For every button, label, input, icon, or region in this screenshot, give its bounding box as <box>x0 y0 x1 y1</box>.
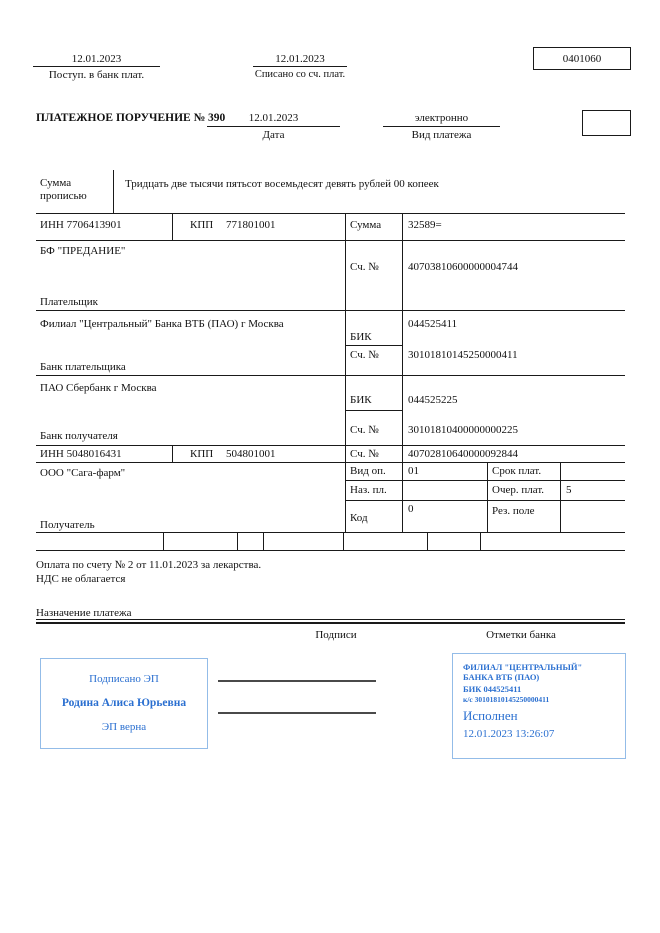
receiver-inn: ИНН 5048016431 <box>40 448 122 460</box>
h-line <box>345 345 402 346</box>
bank-stamp-name: ФИЛИАЛ "ЦЕНТРАЛЬНЫЙ" БАНКА ВТБ (ПАО) <box>463 662 583 682</box>
receiver-bank-bik: 044525225 <box>408 394 458 406</box>
payer-inn: ИНН 7706413901 <box>40 219 122 231</box>
amount-words-label: Сумма прописью <box>40 177 87 202</box>
receiver-bank-bik-label: БИК <box>350 394 372 406</box>
purpose-section-label: Назначение платежа <box>36 607 132 619</box>
receiver-kpp-label: КПП <box>190 448 214 460</box>
purpose-line2: НДС не облагается <box>36 573 126 585</box>
receiver-section-label: Получатель <box>40 519 95 531</box>
receiver-bank-section-label: Банк получателя <box>40 430 118 442</box>
payment-type-underline <box>383 126 500 127</box>
h-line <box>36 310 625 311</box>
naz-pl-label: Наз. пл. <box>350 484 387 496</box>
amount-words-value: Тридцать две тысячи пятьсот восемьдесят девять рублей 00 копеек <box>125 178 439 190</box>
srok-plat-label: Срок плат. <box>492 465 542 477</box>
received-date-label: Поступ. в банк плат. <box>48 69 145 81</box>
date-underline <box>207 126 340 127</box>
v-line <box>345 213 346 532</box>
status-checkbox <box>582 110 631 136</box>
sum-label: Сумма <box>350 219 382 231</box>
h-line-thick <box>36 622 625 624</box>
signatures-label: Подписи <box>315 629 357 641</box>
receiver-bank-account: 30101810400000000225 <box>408 424 518 436</box>
purpose-line1: Оплата по счету № 2 от 11.01.2023 за лекарства. <box>36 559 262 571</box>
payer-section-label: Плательщик <box>40 296 98 308</box>
h-line <box>36 532 625 533</box>
v-line <box>402 213 403 532</box>
vid-op-value: 01 <box>408 465 419 477</box>
h-line <box>36 213 625 214</box>
form-code-box <box>533 47 631 70</box>
ocher-plat-value: 5 <box>566 484 572 496</box>
v-line <box>480 532 481 550</box>
receiver-bank-account-label: Сч. № <box>350 424 379 436</box>
rez-pole-label: Рез. поле <box>492 505 535 517</box>
v-line <box>487 462 488 532</box>
payer-account: 40703810600000004744 <box>408 261 518 273</box>
v-line <box>427 532 428 550</box>
h-line <box>36 375 625 376</box>
receiver-account-label: Сч. № <box>350 448 379 460</box>
kod-value: 0 <box>408 503 414 515</box>
received-date: 12.01.2023 <box>71 53 122 65</box>
bank-stamp-bik: БИК 044525411 <box>463 684 522 694</box>
h-line <box>36 619 625 620</box>
bank-stamp-corr-account: к/с 30101810145250000411 <box>463 695 550 704</box>
v-line <box>343 532 344 550</box>
receiver-kpp: 504801001 <box>226 448 276 460</box>
h-line <box>345 480 625 481</box>
h-line <box>36 550 625 551</box>
payer-bank-account: 30101810145250000411 <box>408 349 518 361</box>
esignature-name: Родина Алиса Юрьевна <box>61 697 187 709</box>
esignature-stamp <box>40 658 208 749</box>
ocher-plat-label: Очер. плат. <box>492 484 545 496</box>
h-line <box>36 445 625 446</box>
h-line <box>36 240 625 241</box>
bank-stamp-timestamp: 12.01.2023 13:26:07 <box>463 728 555 740</box>
payer-account-label: Сч. № <box>350 261 379 273</box>
esignature-line1: Подписано ЭП <box>89 673 159 685</box>
debited-date-label: Списано со сч. плат. <box>254 69 346 80</box>
sum-value: 32589= <box>408 219 442 231</box>
v-line <box>263 532 264 550</box>
payer-kpp-label: КПП <box>190 219 214 231</box>
bank-marks-label: Отметки банка <box>486 629 556 641</box>
document-title: ПЛАТЕЖНОЕ ПОРУЧЕНИЕ № 390 <box>36 112 226 124</box>
h-line <box>345 500 625 501</box>
payer-bank-bik: 044525411 <box>408 318 458 330</box>
form-code: 0401060 <box>562 52 602 65</box>
payer-bank-bik-label: БИК <box>350 331 372 343</box>
v-line <box>172 445 173 462</box>
date-label: Дата <box>262 129 285 141</box>
received-date-underline <box>33 66 160 67</box>
v-line <box>237 532 238 550</box>
payer-bank-account-label: Сч. № <box>350 349 379 361</box>
payer-name: БФ "ПРЕДАНИЕ" <box>40 245 126 257</box>
h-line <box>345 410 402 411</box>
v-line <box>560 462 561 532</box>
payer-bank-name: Филиал "Центральный" Банка ВТБ (ПАО) г Москва <box>40 318 284 330</box>
amount-words-divider <box>113 170 114 213</box>
v-line <box>163 532 164 550</box>
receiver-account: 40702810640000092844 <box>408 448 518 460</box>
h-line <box>36 462 625 463</box>
kod-label: Код <box>350 512 368 524</box>
receiver-bank-name: ПАО Сбербанк г Москва <box>40 382 157 394</box>
vid-op-label: Вид оп. <box>350 465 386 477</box>
debited-date: 12.01.2023 <box>275 53 325 65</box>
esignature-line3: ЭП верна <box>101 721 147 733</box>
payment-type-label: Вид платежа <box>411 129 472 141</box>
v-line <box>172 213 173 240</box>
debited-date-underline <box>253 66 347 67</box>
payer-kpp: 771801001 <box>226 219 276 231</box>
bank-stamp <box>452 653 626 759</box>
receiver-name: ООО "Сага-фарм" <box>40 467 126 479</box>
document-date: 12.01.2023 <box>248 112 299 124</box>
signature-line-1 <box>218 680 376 682</box>
payment-type-value: электронно <box>414 112 469 124</box>
signature-line-2 <box>218 712 376 714</box>
payer-bank-section-label: Банк плательщика <box>40 361 126 373</box>
bank-stamp-status: Исполнен <box>463 708 518 723</box>
